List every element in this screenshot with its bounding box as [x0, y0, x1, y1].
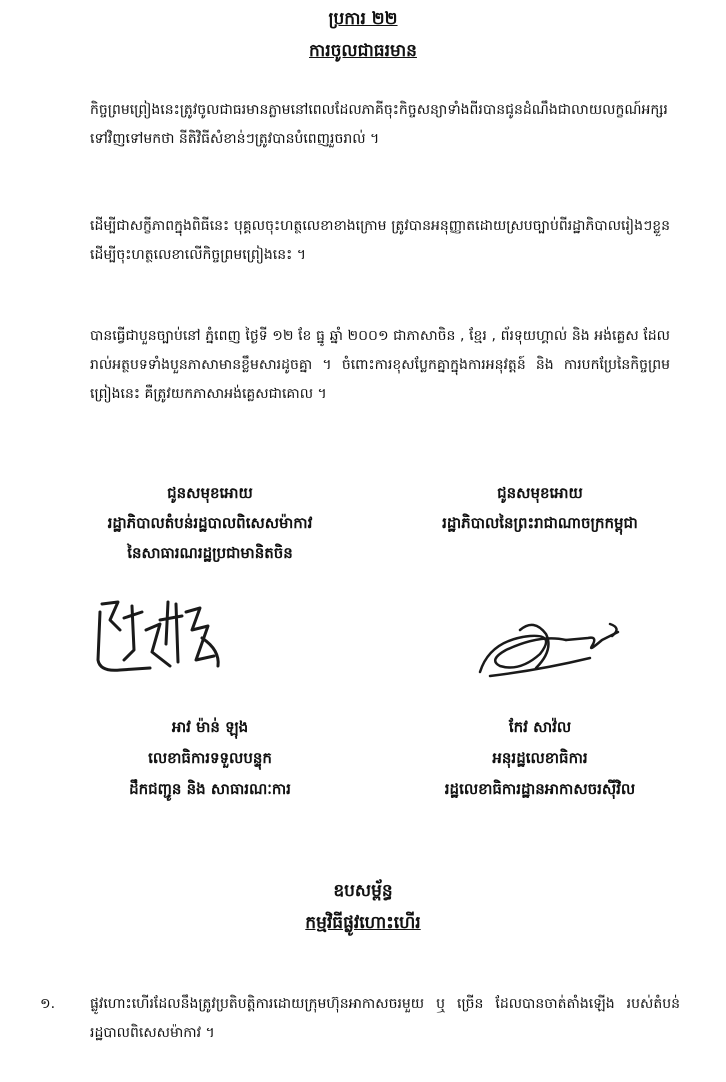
paragraph-entry-into-force: កិច្ចព្រមព្រៀងនេះត្រូវចូលជាធរមានភ្លាមនៅពេលដែលភាគីចុះកិច្ចសន្យាទាំងពីរបានជូនដំណឹងជាលាយលក្ខណ៍អក្សរទៅវិញទៅមកថា នីតិវិធីសំខាន់ៗត្រូវបានបំពេញរួចរាល់ ។ [90, 102, 668, 147]
paragraph-witness: ដើម្បីជាសក្ខីភាពក្នុងពិធីនេះ បុគ្គលចុះហត្ថលេខាខាងក្រោម ត្រូវបានអនុញ្ញាតដោយស្របច្បាប់ពីរដ្ឋាភិបាលរៀងៗខ្លួន ដើម្បីចុះហត្ថលេខាលើកិច្ចព្រមព្រៀងនេះ ។ [90, 218, 670, 263]
article-number: ប្រការ ២២ [328, 9, 398, 29]
annex-subtitle: កម្មវិធីផ្លូវហោះហើរ [305, 913, 421, 933]
left-signatory-name: អាវ ម៉ាន់ ឡុង [171, 718, 249, 736]
article-title: ការចូលជាធរមាន [309, 41, 417, 61]
annex-item-text: ផ្លូវហោះហើរដែលនឹងត្រូវប្រតិបត្តិការដោយក្រុមហ៊ុនអាកាសចរមួយ ឬ ច្រើន ដែលបានចាត់តាំងឡើង របស់តំបន់រដ្ឋបាលពិសេសម៉ាកាវ ។ [90, 996, 680, 1041]
left-signatory-details [60, 712, 360, 805]
left-signatory-title2: ដឹកជញ្ជូន និង សាធារណៈការ [129, 780, 291, 798]
right-signatory-title1: អនុរដ្ឋលេខាធិការ [492, 749, 588, 767]
right-for-label: ជូនសមុខអោយ [497, 484, 583, 502]
annex-item-number: ១. [40, 996, 56, 1012]
right-signatory-title2: រដ្ឋលេខាធិការដ្ឋានអាកាសចរស៊ីវិល [444, 780, 636, 798]
left-for-label: ជូនសមុខអោយ [167, 484, 253, 502]
left-government-line1: រដ្ឋាភិបាលតំបន់រដ្ឋបាលពិសេសម៉ាកាវ [107, 514, 313, 532]
right-signatory-heading [380, 478, 700, 538]
paragraph-done-at: បានធ្វើជាបួនច្បាប់នៅ ភ្នំពេញ ថ្ងៃទី ១២ ខែ ធ្នូ ឆ្នាំ ២០០១ ជាភាសាចិន , ខ្មែរ , ព័រទុយហ្គាល់ និង អង់គ្លេស ដែលរាល់អត្ថបទទាំងបួនភាសាមានខ្លឹមសារដូចគ្នា ។ ចំពោះការខុសប្លែកគ្នាក្នុងការអនុវត្តន៍ និង ការបកប្រែនៃកិច្ចព្រមព្រៀងនេះ គឺត្រូវយកភាសាអង់គ្លេសជាគោល ។ [90, 328, 670, 402]
annex-item [40, 990, 680, 1048]
left-government-line2: នៃសាធារណរដ្ឋប្រជាមានិតចិន [127, 544, 293, 562]
right-government-line1: រដ្ឋាភិបាលនៃព្រះរាជាណាចក្រកម្ពុជា [442, 514, 638, 532]
left-handwritten-signature [90, 590, 240, 680]
right-signatory-name: កែវ សាវ៉ល [508, 718, 572, 736]
right-signatory-details [380, 712, 700, 805]
annex-title: ឧបសម្ព័ន្ធ [333, 881, 393, 901]
right-handwritten-signature [470, 610, 630, 690]
left-signatory-heading [60, 478, 360, 568]
left-signatory-title1: លេខាធិការទទួលបន្ទុក [148, 749, 272, 767]
